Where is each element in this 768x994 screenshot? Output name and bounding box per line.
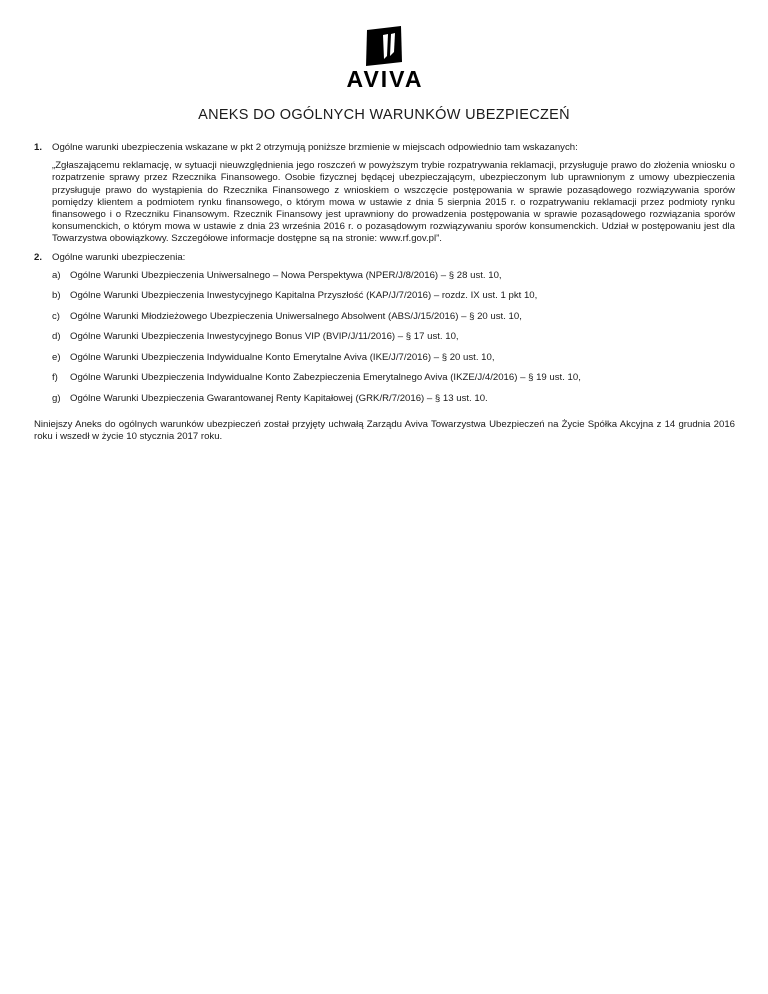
list-item (52, 331, 735, 343)
list-item (52, 270, 735, 282)
clause-text: Ogólne warunki ubezpieczenia: (52, 251, 186, 263)
list-item-text: Ogólne Warunki Ubezpieczenia Indywidualne Konto Emerytalne Aviva (IKE/J/7/2016) – § 20 ust. 10, (70, 351, 495, 363)
list-item-letter: g) (52, 392, 61, 404)
list-item-letter: f) (52, 372, 58, 384)
list-item (52, 393, 735, 405)
clause-1 (34, 142, 735, 246)
list-item-text: Ogólne Warunki Młodzieżowego Ubezpieczenia Uniwersalnego Absolwent (ABS/J/15/2016) – § 20 ust. 10, (70, 310, 522, 322)
list-item (52, 311, 735, 323)
list-item-letter: b) (52, 290, 61, 302)
aviva-emblem-icon (338, 26, 432, 66)
list-item-text: Ogólne Warunki Ubezpieczenia Inwestycyjnego Kapitalna Przyszłość (KAP/J/7/2016) – rozdz. IX ust. 1 pkt 10, (70, 290, 538, 302)
aviva-logo (338, 26, 432, 90)
clause-number: 1. (34, 142, 43, 153)
list-item-letter: a) (52, 269, 61, 281)
list-item-letter: c) (52, 310, 60, 322)
clause-quote: „Zgłaszającemu reklamację, w sytuacji nieuwzględnienia jego roszczeń w powyższym trybie rozpatrywania reklamacji, przysługuje prawo do złożenia wniosku o rozpatrzenie sprawy przez Rzecznika Finansowego. Osobie fizycznej będącej ubezpieczającym, ubezpieczonym lub uprawnionym z umowy ubezpieczenia przysługuje prawo do wystąpienia do Rzecznika Finansowego z wnioskiem o wszczęcie postępowania w sprawie pozasądowego rozwiązywania sporów pomiędzy klientem a podmiotem rynku finansowego, o którym mowa w ustawie z dnia 5 sierpnia 2015 r. o rozpatrywaniu reklamacji przez podmioty rynku finansowego i o Rzeczniku Finansowym. Rzecznik Finansowy jest uprawniony do prowadzenia postępowania w sprawie pozasądowego rozwiązania sporów konsumenckich, o którym mowa w ustawie z dnia 23 września 2016 r. o pozasądowym rozwiązywaniu sporów konsumenckich. Udział w postępowaniu jest dla Towarzystwa obowiązkowy. Szczegółowe informacje dostępne są na stronie: www.rf.gov.pl”. (52, 160, 735, 245)
list-item-text: Ogólne Warunki Ubezpieczenia Indywidualne Konto Zabezpieczenia Emerytalnego Aviva (IKZE/J/4/2016) – § 19 ust. 10, (70, 372, 581, 384)
clause-2 (34, 252, 735, 405)
list-item (52, 352, 735, 364)
list-item-text: Ogólne Warunki Ubezpieczenia Gwarantowanej Renty Kapitałowej (GRK/R/7/2016) – § 13 ust. 10. (70, 392, 488, 404)
footer-note: Niniejszy Aneks do ogólnych warunków ubezpieczeń został przyjęty uchwałą Zarządu Aviva Towarzystwa Ubezpieczeń na Życie Spółka Akcyjna z 14 grudnia 2016 roku i wszedł w życie 10 stycznia 2017 roku. (34, 419, 735, 443)
list-item (52, 372, 735, 384)
clause-text: Ogólne warunki ubezpieczenia wskazane w pkt 2 otrzymują poniższe brzmienie w miejscach odpowiednio tam wskazanych: (52, 142, 578, 153)
clause-number: 2. (34, 251, 43, 263)
list-item (52, 290, 735, 302)
conditions-list (52, 270, 735, 405)
list-item-text: Ogólne Warunki Ubezpieczenia Inwestycyjnego Bonus VIP (BVIP/J/11/2016) – § 17 ust. 10, (70, 331, 459, 343)
page-title: ANEKS DO OGÓLNYCH WARUNKÓW UBEZPIECZEŃ (198, 107, 570, 123)
list-item-letter: d) (52, 331, 61, 343)
list-item-letter: e) (52, 351, 61, 363)
logo-wordmark: AVIVA (346, 66, 424, 92)
document-body (34, 142, 735, 453)
list-item-text: Ogólne Warunki Ubezpieczenia Uniwersalnego – Nowa Perspektywa (NPER/J/8/2016) – § 28 ust. 10, (70, 269, 502, 281)
